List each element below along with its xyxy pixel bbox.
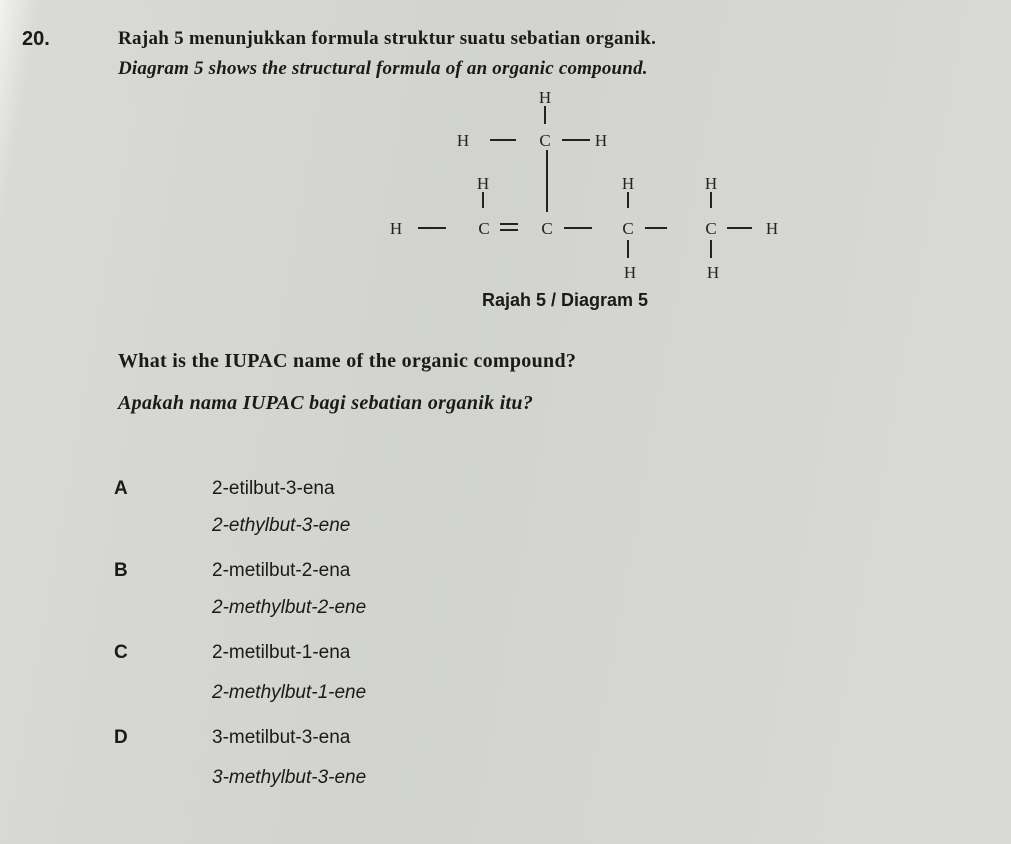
atom-h: H — [456, 131, 470, 150]
atom-h: H — [476, 174, 490, 193]
bonds — [418, 106, 752, 258]
option-d-english: 3-methylbut-3-ene — [212, 767, 367, 788]
prompt-malay: Apakah nama IUPAC bagi sebatian organik itu? — [118, 392, 534, 414]
question-number: 20. — [22, 28, 50, 50]
atom-h: H — [765, 219, 779, 238]
atom-c: C — [541, 219, 553, 238]
option-d-letter: D — [114, 727, 128, 748]
option-b-letter: B — [114, 560, 128, 581]
atom-h: H — [706, 263, 720, 282]
option-d-malay: 3-metilbut-3-ena — [212, 727, 351, 748]
question-text-malay: Rajah 5 menunjukkan formula struktur suatu sebatian organik. — [118, 28, 657, 49]
option-a-letter: A — [114, 478, 128, 499]
atom-c: C — [705, 219, 717, 238]
option-b-malay: 2-metilbut-2-ena — [212, 560, 351, 581]
option-a-english: 2-ethylbut-3-ene — [212, 515, 351, 536]
option-a-malay: 2-etilbut-3-ena — [212, 478, 335, 499]
atom-h: H — [389, 219, 403, 238]
atom-h: H — [621, 174, 635, 193]
atom-h: H — [594, 131, 608, 150]
atom-h: H — [704, 174, 718, 193]
atom-c: C — [478, 219, 490, 238]
diagram-caption: Rajah 5 / Diagram 5 — [482, 290, 649, 310]
option-c-malay: 2-metilbut-1-ena — [212, 642, 351, 663]
atom-h: H — [623, 263, 637, 282]
question-text-english: Diagram 5 shows the structural formula of an organic compound. — [118, 58, 648, 79]
atom-h: H — [538, 88, 552, 107]
prompt-english: What is the IUPAC name of the organic compound? — [118, 350, 577, 372]
option-b-english: 2-methylbut-2-ene — [212, 597, 367, 618]
option-c-letter: C — [114, 642, 128, 663]
option-c-english: 2-methylbut-1-ene — [212, 682, 367, 703]
atom-c: C — [622, 219, 634, 238]
atom-c: C — [539, 131, 551, 150]
